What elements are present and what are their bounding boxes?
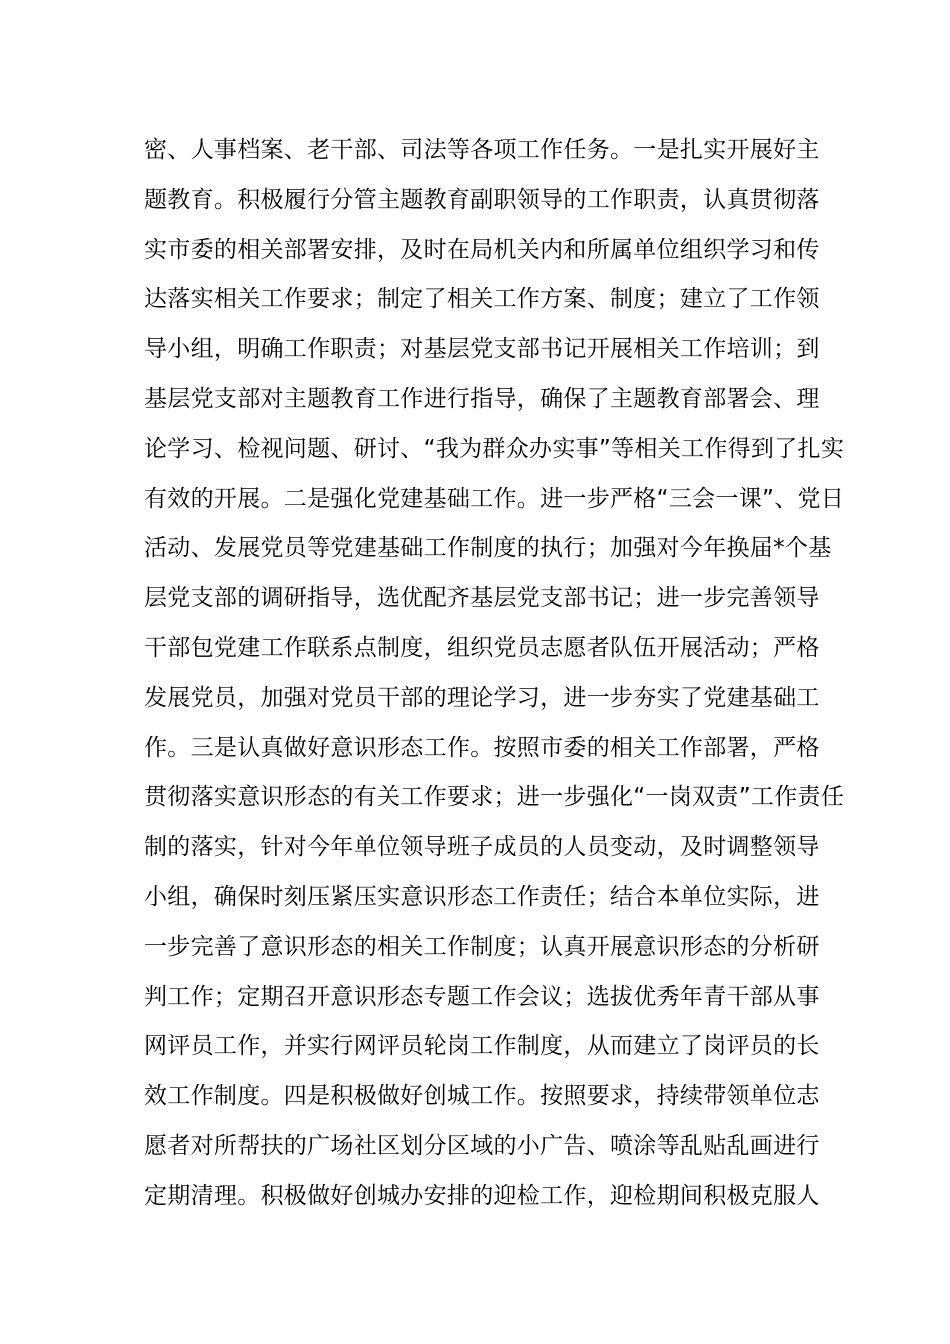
text-line: 贯彻落实意识形态的有关工作要求；进一步强化“一岗双责”工作责任 <box>144 784 845 811</box>
text-line: 干部包党建工作联系点制度，组织党员志愿者队伍开展活动；严格 <box>144 634 820 661</box>
text-line: 层党支部的调研指导，选优配齐基层党支部书记；进一步完善领导 <box>144 585 820 612</box>
text-line: 愿者对所帮扶的广场社区划分区域的小广告、喷涂等乱贴乱画进行 <box>144 1132 820 1159</box>
text-line: 论学习、检视问题、研讨、“我为群众办实事”等相关工作得到了扎实 <box>144 435 845 462</box>
text-line: 密、人事档案、老干部、司法等各项工作任务。一是扎实开展好主 <box>144 137 820 163</box>
text-line: 一步完善了意识形态的相关工作制度；认真开展意识形态的分析研 <box>144 933 820 960</box>
text-line: 实市委的相关部署安排，及时在局机关内和所属单位组织学习和传 <box>144 236 820 263</box>
text-line: 题教育。积极履行分管主题教育副职领导的工作职责，认真贯彻落 <box>144 186 820 213</box>
text-line: 达落实相关工作要求；制定了相关工作方案、制度；建立了工作领 <box>144 286 820 313</box>
text-line: 效工作制度。四是积极做好创城工作。按照要求，持续带领单位志 <box>144 1083 820 1110</box>
text-line: 导小组，明确工作职责；对基层党支部书记开展相关工作培训；到 <box>144 336 820 363</box>
body-text <box>144 126 845 1222</box>
text-line: 制的落实，针对今年单位领导班子成员的人员变动，及时调整领导 <box>144 834 820 861</box>
text-line: 活动、发展党员等党建基础工作制度的执行；加强对今年换届*个基 <box>144 535 832 562</box>
text-line: 发展党员，加强对党员干部的理论学习，进一步夯实了党建基础工 <box>144 684 820 711</box>
text-line: 判工作；定期召开意识形态专题工作会议；选拔优秀年青干部从事 <box>144 983 820 1010</box>
text-line: 有效的开展。二是强化党建基础工作。进一步严格“三会一课”、党日 <box>144 485 845 512</box>
text-line: 基层党支部对主题教育工作进行指导，确保了主题教育部署会、理 <box>144 385 820 412</box>
text-line: 作。三是认真做好意识形态工作。按照市委的相关工作部署，严格 <box>144 734 820 761</box>
text-line: 小组，确保时刻压紧压实意识形态工作责任；结合本单位实际，进 <box>144 883 820 910</box>
text-line: 网评员工作，并实行网评员轮岗工作制度，从而建立了岗评员的长 <box>144 1033 820 1060</box>
text-line: 定期清理。积极做好创城办安排的迎检工作，迎检期间积极克服人 <box>144 1182 820 1209</box>
